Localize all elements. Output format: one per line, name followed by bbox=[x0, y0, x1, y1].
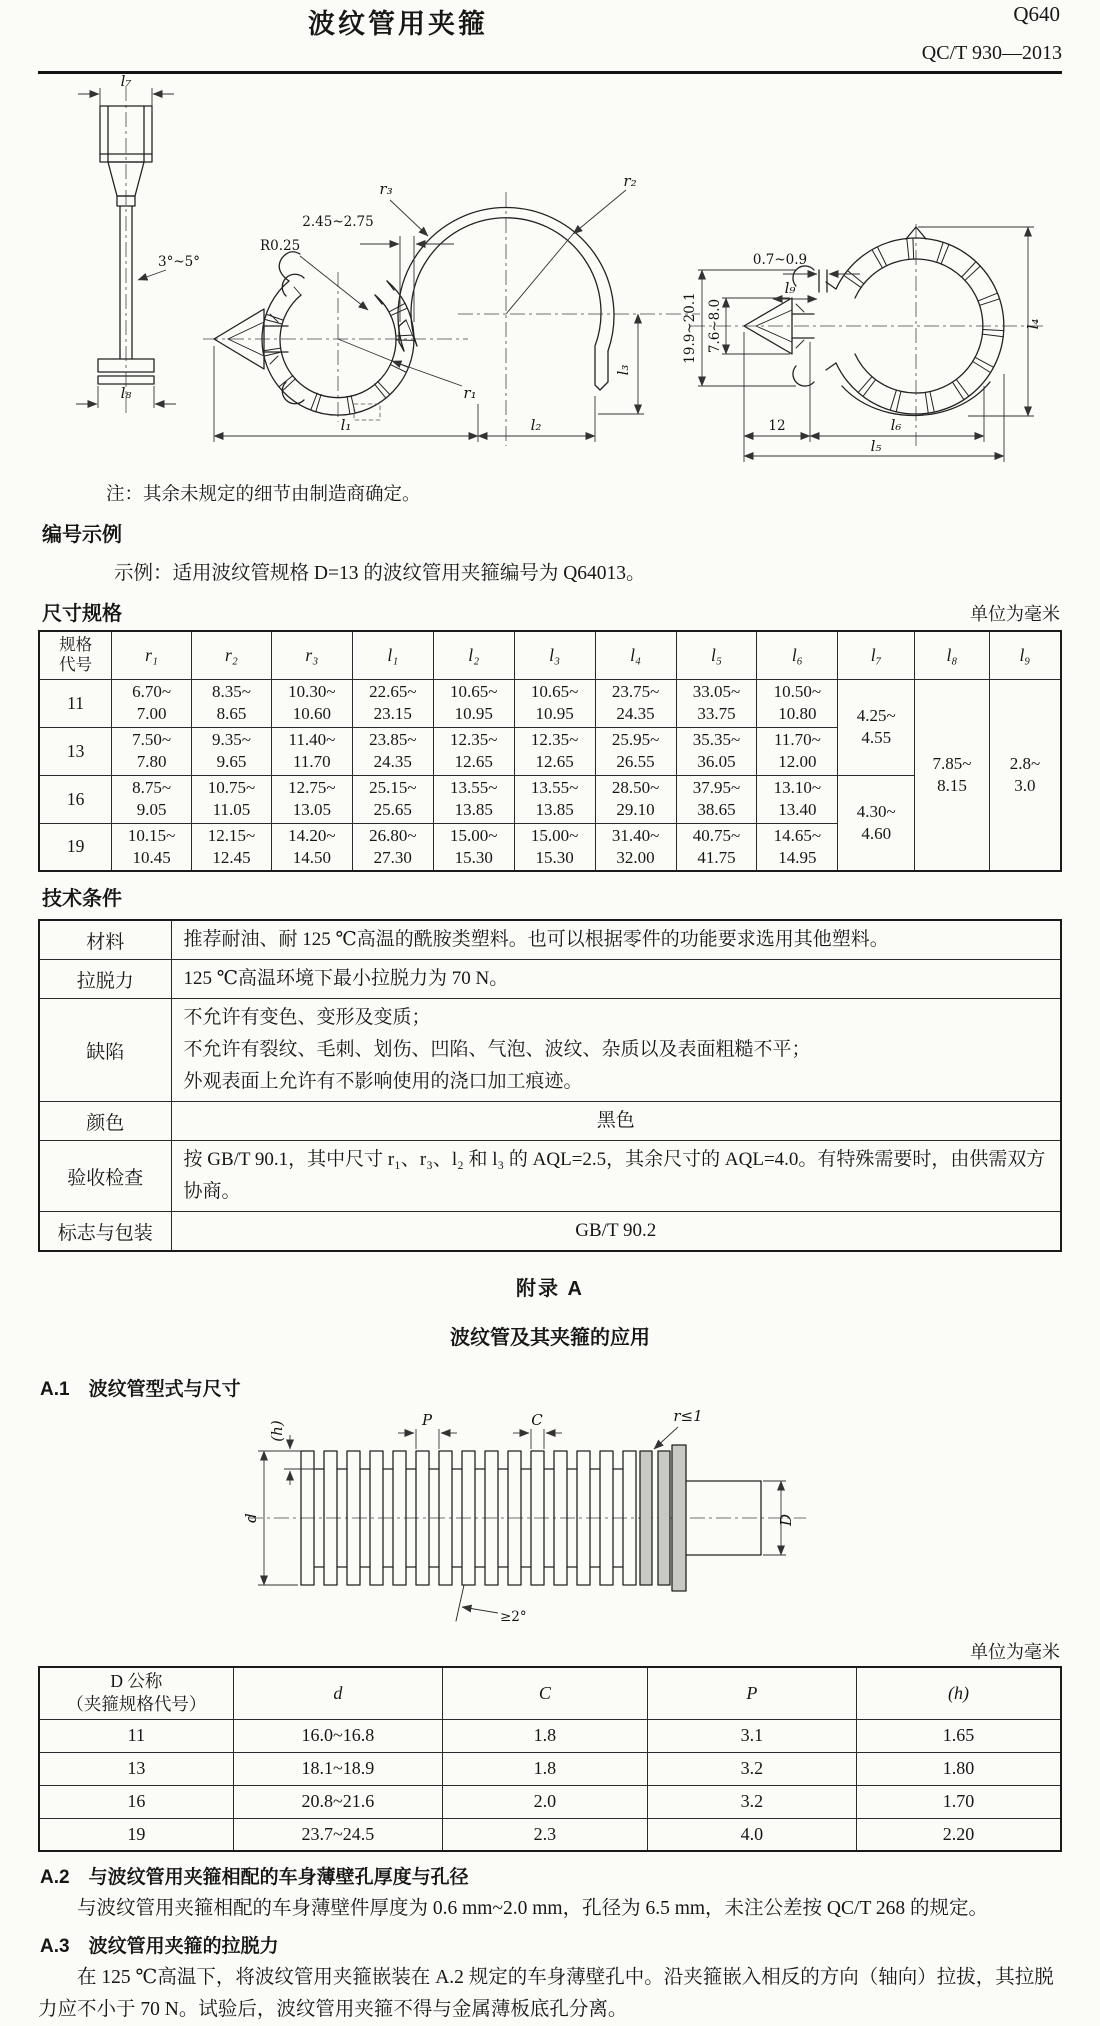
table-row bbox=[39, 1785, 1061, 1818]
dim-label-l7: l₇ bbox=[121, 74, 132, 90]
figure-clamp-drawing bbox=[38, 74, 1062, 474]
app-value-cell: 18.1~18.9 bbox=[233, 1752, 443, 1785]
dim-value-cell: 31.40~ 32.00 bbox=[595, 823, 676, 871]
dim-label-h: (h) bbox=[268, 1420, 286, 1442]
app-value-cell: 1.70 bbox=[857, 1785, 1061, 1818]
app-value-cell: 2.3 bbox=[443, 1818, 647, 1851]
dim-label-angle: 3°~5° bbox=[158, 254, 200, 270]
app-value-cell: 11 bbox=[39, 1719, 233, 1752]
dim-value-cell: 11.40~ 11.70 bbox=[271, 727, 352, 775]
dim-value-cell-l7: 4.30~ 4.60 bbox=[838, 775, 915, 871]
dim-corner-cell: 规格 代号 bbox=[39, 631, 112, 679]
app-header-row bbox=[39, 1667, 1061, 1719]
doc-code: Q640 bbox=[1013, 2, 1060, 27]
app-col-header: (h) bbox=[857, 1667, 1061, 1719]
tube-outline bbox=[301, 1445, 761, 1621]
dim-header-row bbox=[39, 631, 1061, 679]
section-heading-numbering: 编号示例 bbox=[42, 518, 1062, 547]
dim-col-header: r₂ bbox=[192, 631, 272, 679]
dim-value-cell: 25.95~ 26.55 bbox=[595, 727, 676, 775]
dim-value-cell: 35.35~ 36.05 bbox=[676, 727, 757, 775]
tech-row-content: 黑色 bbox=[171, 1102, 1061, 1141]
dim-value-cell: 8.35~ 8.65 bbox=[192, 679, 272, 727]
figure-note: 注：其余未规定的细节由制造商确定。 bbox=[106, 480, 1062, 506]
dim-col-header: l₆ bbox=[757, 631, 838, 679]
app-value-cell: 16 bbox=[39, 1785, 233, 1818]
heading-a3: A.3 波纹管用夹箍的拉脱力 bbox=[40, 1931, 1062, 1958]
tech-row-label: 拉脱力 bbox=[39, 960, 171, 999]
tech-row-content: 不允许有变色、变形及变质； 不允许有裂纹、毛刺、划伤、凹陷、气泡、波纹、杂质以及表面粗糙不平； 外观表面上允许有不影响使用的浇口加工痕迹。 bbox=[171, 999, 1061, 1102]
dim-col-header: l₁ bbox=[352, 631, 433, 679]
dim-label-r3: r₃ bbox=[379, 180, 392, 198]
app-value-cell: 1.8 bbox=[443, 1719, 647, 1752]
app-table-body bbox=[39, 1667, 1061, 1851]
dim-col-header: l₅ bbox=[676, 631, 757, 679]
table-row bbox=[39, 1141, 1061, 1212]
appendix-subtitle: 波纹管及其夹箍的应用 bbox=[38, 1321, 1062, 1350]
dim-label-p: P bbox=[421, 1411, 433, 1429]
dim-value-cell: 10.15~ 10.45 bbox=[112, 823, 192, 871]
dim-col-header: l₉ bbox=[989, 631, 1061, 679]
dim-value-cell: 13.55~ 13.85 bbox=[514, 775, 595, 823]
dim-col-header: l₃ bbox=[514, 631, 595, 679]
section-heading-dimensions: 尺寸规格 bbox=[42, 597, 122, 626]
page-title: 波纹管用夹箍 bbox=[243, 2, 553, 41]
dim-label-D: D bbox=[777, 1514, 795, 1527]
app-value-cell: 3.2 bbox=[647, 1752, 857, 1785]
heading-a2: A.2 与波纹管用夹箍相配的车身薄壁孔厚度与孔径 bbox=[40, 1862, 1062, 1889]
dim-value-cell: 13.55~ 13.85 bbox=[433, 775, 514, 823]
dim-value-cell: 11.70~ 12.00 bbox=[757, 727, 838, 775]
dim-value-cell: 22.65~ 23.15 bbox=[352, 679, 433, 727]
dim-label-l4: l₄ bbox=[1024, 319, 1042, 330]
app-value-cell: 4.0 bbox=[647, 1818, 857, 1851]
tech-row-label: 标志与包装 bbox=[39, 1212, 171, 1252]
app-value-cell: 2.20 bbox=[857, 1818, 1061, 1851]
spec-code-cell: 19 bbox=[39, 823, 112, 871]
dim-label-height1: 19.9~20.1 bbox=[682, 292, 698, 363]
paragraph-a2: 与波纹管用夹箍相配的车身薄壁件厚度为 0.6 mm~2.0 mm，孔径为 6.5 mm，未注公差按 QC/T 268 的规定。 bbox=[38, 1893, 1062, 1925]
dim-value-cell: 6.70~ 7.00 bbox=[112, 679, 192, 727]
unit-note-2: 单位为毫米 bbox=[38, 1638, 1060, 1664]
tech-row-label: 颜色 bbox=[39, 1102, 171, 1141]
tech-row-content: 按 GB/T 90.1，其中尺寸 r₁、r₃、l₂ 和 l₃ 的 AQL=2.5，其余尺寸的 AQL=4.0。有特殊需要时，由供需双方协商。 bbox=[171, 1141, 1061, 1212]
standard-number: QC/T 930—2013 bbox=[922, 42, 1062, 65]
dim-value-cell: 10.50~ 10.80 bbox=[757, 679, 838, 727]
section-heading-tech: 技术条件 bbox=[42, 882, 1062, 911]
dim-value-cell: 40.75~ 41.75 bbox=[676, 823, 757, 871]
dim-label-radius: R0.25 bbox=[260, 238, 300, 254]
dim-value-cell: 15.00~ 15.30 bbox=[433, 823, 514, 871]
dim-table-body bbox=[39, 631, 1061, 871]
dim-value-cell-l7: 4.25~ 4.55 bbox=[838, 679, 915, 775]
dim-value-cell: 14.65~ 14.95 bbox=[757, 823, 838, 871]
dim-label-l6: l₆ bbox=[891, 416, 902, 434]
dim-value-cell: 23.85~ 24.35 bbox=[352, 727, 433, 775]
dim-value-cell: 9.35~ 9.65 bbox=[192, 727, 272, 775]
dim-label-l1: l₁ bbox=[341, 416, 352, 434]
appendix-title: 附录 A bbox=[38, 1272, 1062, 1301]
table-row bbox=[39, 1102, 1061, 1141]
dim-value-cell: 10.65~ 10.95 bbox=[433, 679, 514, 727]
tech-conditions-table bbox=[38, 919, 1062, 1252]
app-value-cell: 23.7~24.5 bbox=[233, 1818, 443, 1851]
dim-value-cell: 8.75~ 9.05 bbox=[112, 775, 192, 823]
dim-label-angle2: ≥2° bbox=[500, 1609, 527, 1625]
app-value-cell: 1.8 bbox=[443, 1752, 647, 1785]
figure-corrugated-tube bbox=[206, 1403, 826, 1628]
dim-value-cell: 12.35~ 12.65 bbox=[433, 727, 514, 775]
dim-col-header: l₈ bbox=[915, 631, 990, 679]
dim-label-l5: l₅ bbox=[871, 437, 882, 455]
app-corner-cell: D 公称 （夹箍规格代号） bbox=[39, 1667, 233, 1719]
app-value-cell: 2.0 bbox=[443, 1785, 647, 1818]
dim-col-header: r₁ bbox=[112, 631, 192, 679]
table-row bbox=[39, 1212, 1061, 1252]
app-value-cell: 1.80 bbox=[857, 1752, 1061, 1785]
dim-label-height2: 7.6~8.0 bbox=[707, 299, 723, 353]
tech-row-label: 材料 bbox=[39, 920, 171, 960]
dim-value-cell: 33.05~ 33.75 bbox=[676, 679, 757, 727]
dim-label-d: d bbox=[242, 1513, 260, 1523]
tech-row-label: 缺陷 bbox=[39, 999, 171, 1102]
dim-value-cell: 13.10~ 13.40 bbox=[757, 775, 838, 823]
dim-label-l2: l₂ bbox=[531, 416, 542, 434]
dim-col-header: r₃ bbox=[271, 631, 352, 679]
app-col-header: P bbox=[647, 1667, 857, 1719]
dim-value-cell: 7.50~ 7.80 bbox=[112, 727, 192, 775]
app-value-cell: 20.8~21.6 bbox=[233, 1785, 443, 1818]
dim-col-header: l₄ bbox=[595, 631, 676, 679]
dim-value-cell: 12.75~ 13.05 bbox=[271, 775, 352, 823]
paragraph-a3: 在 125 ℃高温下，将波纹管用夹箍嵌装在 A.2 规定的车身薄壁孔中。沿夹箍嵌入相反的方向（轴向）拉拔，其拉脱力应不小于 70 N。试验后，波纹管用夹箍不得与金属薄板底孔分离。 bbox=[38, 1962, 1062, 2026]
dim-label-l3: l₃ bbox=[614, 365, 632, 376]
heading-a1: A.1 波纹管型式与尺寸 bbox=[40, 1374, 1062, 1401]
table-row bbox=[39, 775, 1061, 823]
dim-label-r1: r₁ bbox=[463, 384, 476, 402]
dim-label-wall: 2.45~2.75 bbox=[302, 214, 373, 230]
unit-note: 单位为毫米 bbox=[970, 600, 1060, 626]
dim-value-cell: 28.50~ 29.10 bbox=[595, 775, 676, 823]
document-header bbox=[38, 0, 1062, 74]
dim-label-twelve: 12 bbox=[768, 418, 785, 434]
numbering-example: 示例：适用波纹管规格 D=13 的波纹管用夹箍编号为 Q64013。 bbox=[114, 557, 1062, 585]
dim-col-header: l₇ bbox=[838, 631, 915, 679]
spec-code-cell: 11 bbox=[39, 679, 112, 727]
app-value-cell: 3.1 bbox=[647, 1719, 857, 1752]
dim-label-l8: l₈ bbox=[121, 384, 132, 402]
app-value-cell: 3.2 bbox=[647, 1785, 857, 1818]
dim-label-r2: r₂ bbox=[623, 172, 636, 190]
app-col-header: d bbox=[233, 1667, 443, 1719]
app-value-cell: 16.0~16.8 bbox=[233, 1719, 443, 1752]
app-value-cell: 13 bbox=[39, 1752, 233, 1785]
app-value-cell: 19 bbox=[39, 1818, 233, 1851]
dim-label-c: C bbox=[531, 1411, 543, 1429]
table-row bbox=[39, 920, 1061, 960]
table-row bbox=[39, 1719, 1061, 1752]
dim-value-cell-l9: 2.8~ 3.0 bbox=[989, 679, 1061, 871]
dim-label-l9: l₉ bbox=[785, 279, 796, 297]
dim-value-cell: 10.30~ 10.60 bbox=[271, 679, 352, 727]
dim-value-cell: 26.80~ 27.30 bbox=[352, 823, 433, 871]
table-row bbox=[39, 960, 1061, 999]
dim-value-cell: 10.65~ 10.95 bbox=[514, 679, 595, 727]
dim-col-header: l₂ bbox=[433, 631, 514, 679]
tech-table-body bbox=[39, 920, 1061, 1251]
dim-value-cell: 12.35~ 12.65 bbox=[514, 727, 595, 775]
spec-code-cell: 13 bbox=[39, 727, 112, 775]
table-row bbox=[39, 1752, 1061, 1785]
app-value-cell: 1.65 bbox=[857, 1719, 1061, 1752]
appendix-table bbox=[38, 1666, 1062, 1852]
tech-row-content: 125 ℃高温环境下最小拉脱力为 70 N。 bbox=[171, 960, 1061, 999]
table-row bbox=[39, 1818, 1061, 1851]
dim-label-r-max: r≤1 bbox=[673, 1407, 702, 1425]
dim-value-cell: 23.75~ 24.35 bbox=[595, 679, 676, 727]
spec-code-cell: 16 bbox=[39, 775, 112, 823]
dim-value-cell: 12.15~ 12.45 bbox=[192, 823, 272, 871]
dim-value-cell-l8: 7.85~ 8.15 bbox=[915, 679, 990, 871]
tech-row-content: GB/T 90.2 bbox=[171, 1212, 1061, 1252]
table-row bbox=[39, 999, 1061, 1102]
dim-label-gap: 0.7~0.9 bbox=[753, 252, 807, 268]
tech-row-label: 验收检查 bbox=[39, 1141, 171, 1212]
tech-row-content: 推荐耐油、耐 125 ℃高温的酰胺类塑料。也可以根据零件的功能要求选用其他塑料。 bbox=[171, 920, 1061, 960]
dim-value-cell: 15.00~ 15.30 bbox=[514, 823, 595, 871]
dim-value-cell: 25.15~ 25.65 bbox=[352, 775, 433, 823]
mounted-view-dims bbox=[698, 227, 1034, 462]
dimension-table bbox=[38, 630, 1062, 872]
dim-value-cell: 14.20~ 14.50 bbox=[271, 823, 352, 871]
front-view-dims bbox=[214, 190, 644, 442]
dim-value-cell: 37.95~ 38.65 bbox=[676, 775, 757, 823]
dim-value-cell: 10.75~ 11.05 bbox=[192, 775, 272, 823]
table-row bbox=[39, 679, 1061, 727]
app-col-header: C bbox=[443, 1667, 647, 1719]
